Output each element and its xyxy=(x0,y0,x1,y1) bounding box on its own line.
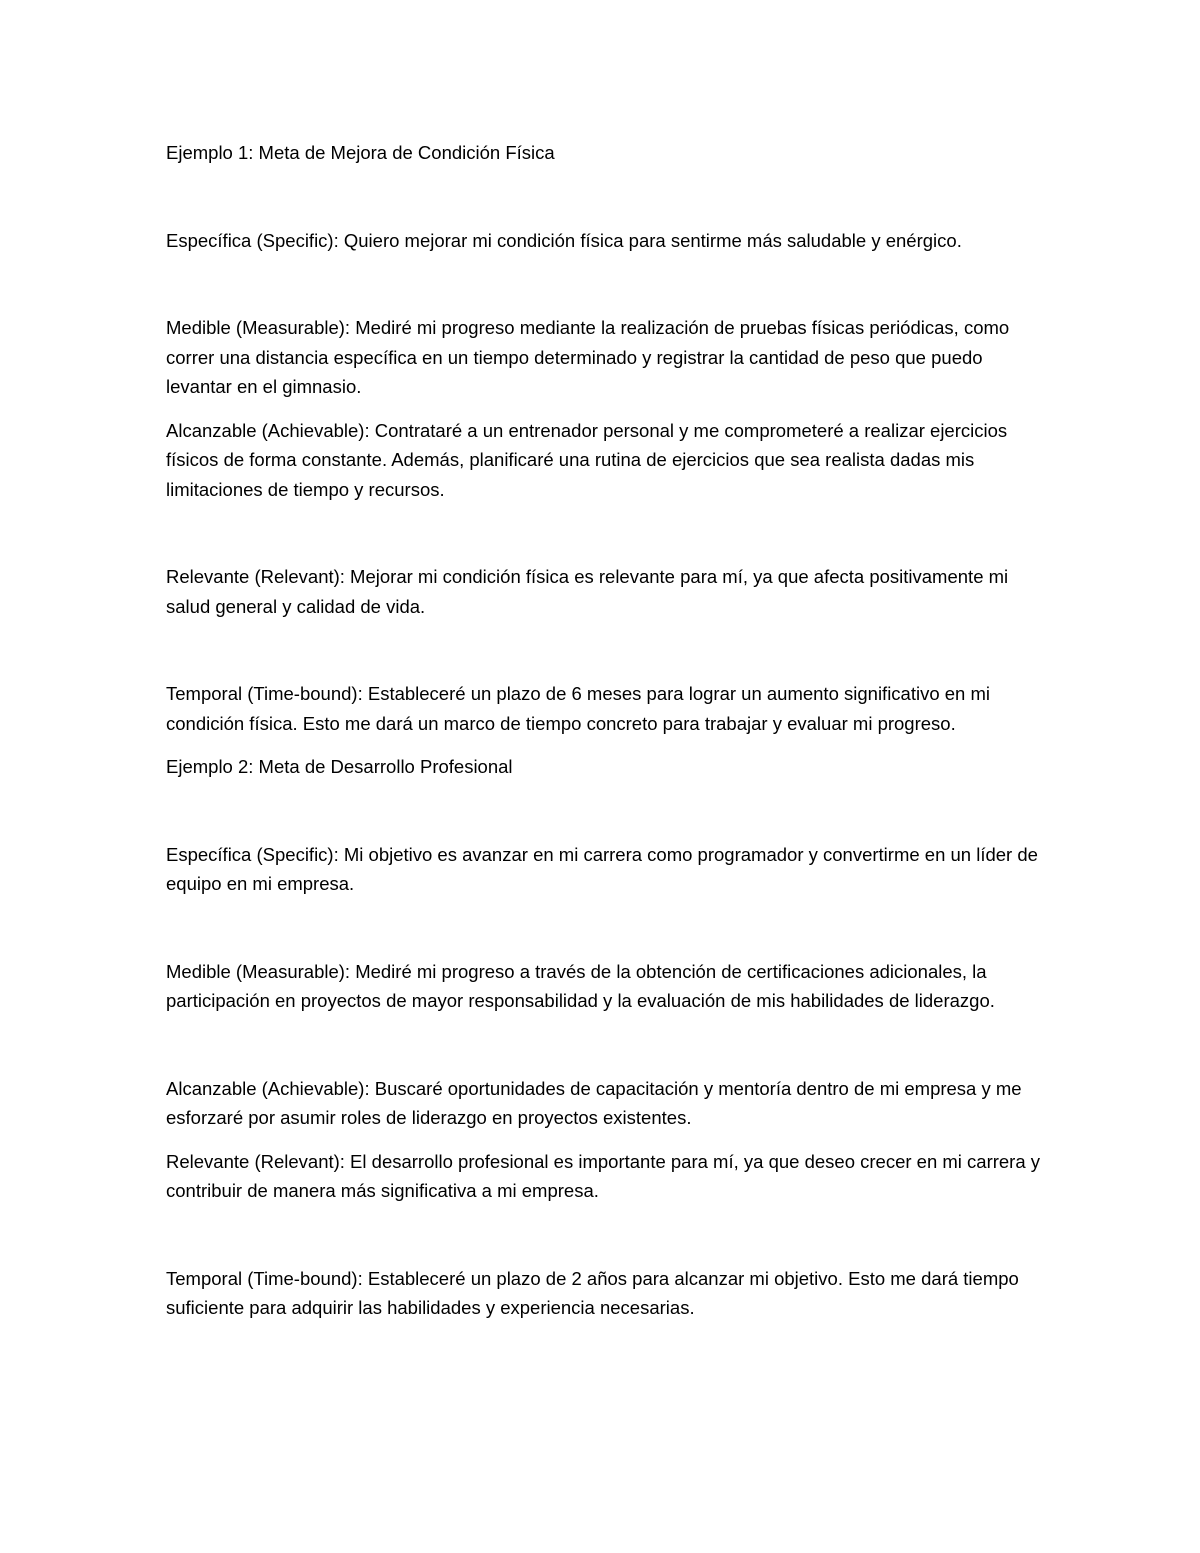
example-2-heading: Ejemplo 2: Meta de Desarrollo Profesional xyxy=(166,756,513,777)
example-1-measurable-paragraph: Medible (Measurable): Mediré mi progreso mediante la realización de pruebas físicas periódicas, como correr una distancia específica en un tiempo determinado y registrar la cantidad de peso que puedo levantar en el gimnasio. xyxy=(166,317,1010,397)
example-1-specific-paragraph: Específica (Specific): Quiero mejorar mi condición física para sentirme más saludable y enérgico. xyxy=(166,229,962,251)
document-body xyxy=(166,138,1046,1323)
example-2-timebound-paragraph: Temporal (Time-bound): Estableceré un plazo de 2 años para alcanzar mi objetivo. Esto me dará tiempo suficiente para adquirir las habilidades y experiencia necesarias. xyxy=(166,1267,1019,1318)
example-2-specific-paragraph: Específica (Specific): Mi objetivo es avanzar en mi carrera como programador y convertirme en un líder de equipo en mi empresa. xyxy=(166,843,1038,894)
example-2-achievable-paragraph: Alcanzable (Achievable): Buscaré oportunidades de capacitación y mentoría dentro de mi empresa y me esforzaré por asumir roles de liderazgo en proyectos existentes. xyxy=(166,1077,1022,1128)
example-1-heading: Ejemplo 1: Meta de Mejora de Condición Física xyxy=(166,142,555,163)
example-2-relevant-paragraph: Relevante (Relevant): El desarrollo profesional es importante para mí, ya que deseo crecer en mi carrera y contribuir de manera más significativa a mi empresa. xyxy=(166,1150,1041,1201)
example-1-relevant-paragraph: Relevante (Relevant): Mejorar mi condición física es relevante para mí, ya que afecta positivamente mi salud general y calidad de vida. xyxy=(166,566,1009,617)
example-2-measurable-paragraph: Medible (Measurable): Mediré mi progreso a través de la obtención de certificaciones adicionales, la participación en proyectos de mayor responsabilidad y la evaluación de mis habilidades de liderazgo. xyxy=(166,960,995,1011)
example-1-achievable-paragraph: Alcanzable (Achievable): Contrataré a un entrenador personal y me comprometeré a realizar ejercicios físicos de forma constante. Además, planificaré una rutina de ejercicios que sea realista dadas mis limitaciones de tiempo y recursos. xyxy=(166,419,1008,500)
example-1-timebound-paragraph: Temporal (Time-bound): Estableceré un plazo de 6 meses para lograr un aumento significativo en mi condición física. Esto me dará un marco de tiempo concreto para trabajar y evaluar mi progreso. xyxy=(166,683,991,734)
